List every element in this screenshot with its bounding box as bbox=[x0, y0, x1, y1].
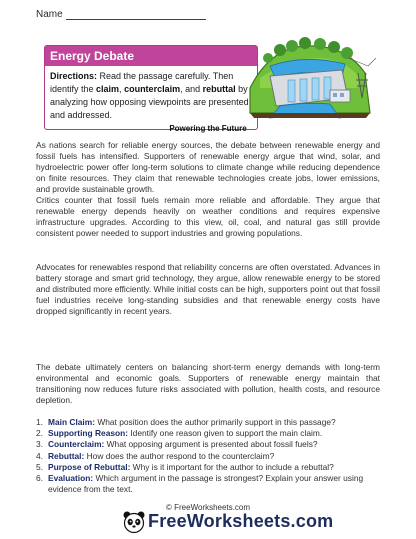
passage-paragraph: Advocates for renewables respond that reliability concerns are often overstated. Advances in battery storage and smart grid technology, they argue, allow renewable energy to be stored and distributed more efficiently. While initial costs can be high, supporters point out that fossil fuel industries receive long-standing subsidies and that renewable energy costs have dropped significantly in recent years. bbox=[36, 262, 380, 316]
question-list bbox=[36, 417, 380, 495]
question-label: Evaluation: bbox=[48, 473, 94, 484]
hydroelectric-dam-illustration bbox=[230, 18, 380, 128]
question-item: 1. Main Claim: What position does the author primarily support in this passage? bbox=[36, 417, 336, 427]
name-line[interactable] bbox=[66, 19, 206, 20]
passage-paragraph: As nations search for reliable energy sources, the debate between renewable energy and fossil fuels has intensified. Supporters of renewable energy argue that wind, solar, and hydroelectric power offer long-term solutions to climate change while reducing dependence on finite resources. They claim that renewable technologies create jobs, lower emissions, and provide sustainable growth. bbox=[36, 140, 380, 194]
question-item: 6. Evaluation: Which argument in the passage is strongest? Explain your answer using evidence from the text. bbox=[36, 473, 364, 495]
question-label: Rebuttal: bbox=[48, 450, 85, 461]
question-label: Main Claim: bbox=[48, 417, 95, 427]
directions-label: Directions: bbox=[50, 71, 98, 81]
rebuttal-term: rebuttal bbox=[202, 84, 236, 94]
passage-paragraph: Critics counter that fossil fuels remain more reliable and affordable. They argue that renewable energy depends heavily on weather conditions and requires expensive infrastructure upgrades. According to this view, oil, coal, and natural gas still provide consistent power needed to support industries and growing populations. bbox=[36, 195, 380, 238]
directions-text: Directions: Read the passage carefully. Then identify the claim, counterclaim, and rebuttal by analyzing how opposing viewpoints are presented and addressed. bbox=[50, 71, 249, 120]
question-item: 3. Counterclaim: What opposing argument is presented about fossil fuels? bbox=[36, 439, 318, 450]
footer-logo[interactable] bbox=[122, 510, 334, 534]
question-item: 2. Supporting Reason: Identify one reason given to support the main claim. bbox=[36, 428, 323, 439]
worksheet-title: Energy Debate bbox=[45, 46, 257, 66]
question-label: Counterclaim: bbox=[48, 439, 105, 450]
name-label: Name bbox=[36, 9, 63, 20]
question-label: Purpose of Rebuttal: bbox=[48, 461, 131, 472]
panda-icon bbox=[122, 510, 146, 534]
question-item: 5. Purpose of Rebuttal: Why is it important for the author to include a rebuttal? bbox=[36, 461, 334, 472]
directions-box bbox=[44, 45, 258, 130]
brand-name: FreeWorksheets.com bbox=[148, 511, 334, 531]
passage-paragraph: The debate ultimately centers on balancing short-term energy demands with long-term environmental and economic goals. Supporters of renewable energy maintain that transitioning now reduces future risks associated with pollution, health costs, and resource depletion. bbox=[36, 362, 380, 405]
question-label: Supporting Reason: bbox=[48, 428, 129, 439]
claim-term: claim bbox=[96, 84, 120, 94]
passage-title: Powering the Future bbox=[169, 124, 247, 133]
counterclaim-term: counterclaim bbox=[124, 84, 181, 94]
footer-copyright: © FreeWorksheets.com bbox=[166, 503, 250, 512]
question-item: 4. Rebuttal: How does the author respond to the counterclaim? bbox=[36, 450, 275, 461]
